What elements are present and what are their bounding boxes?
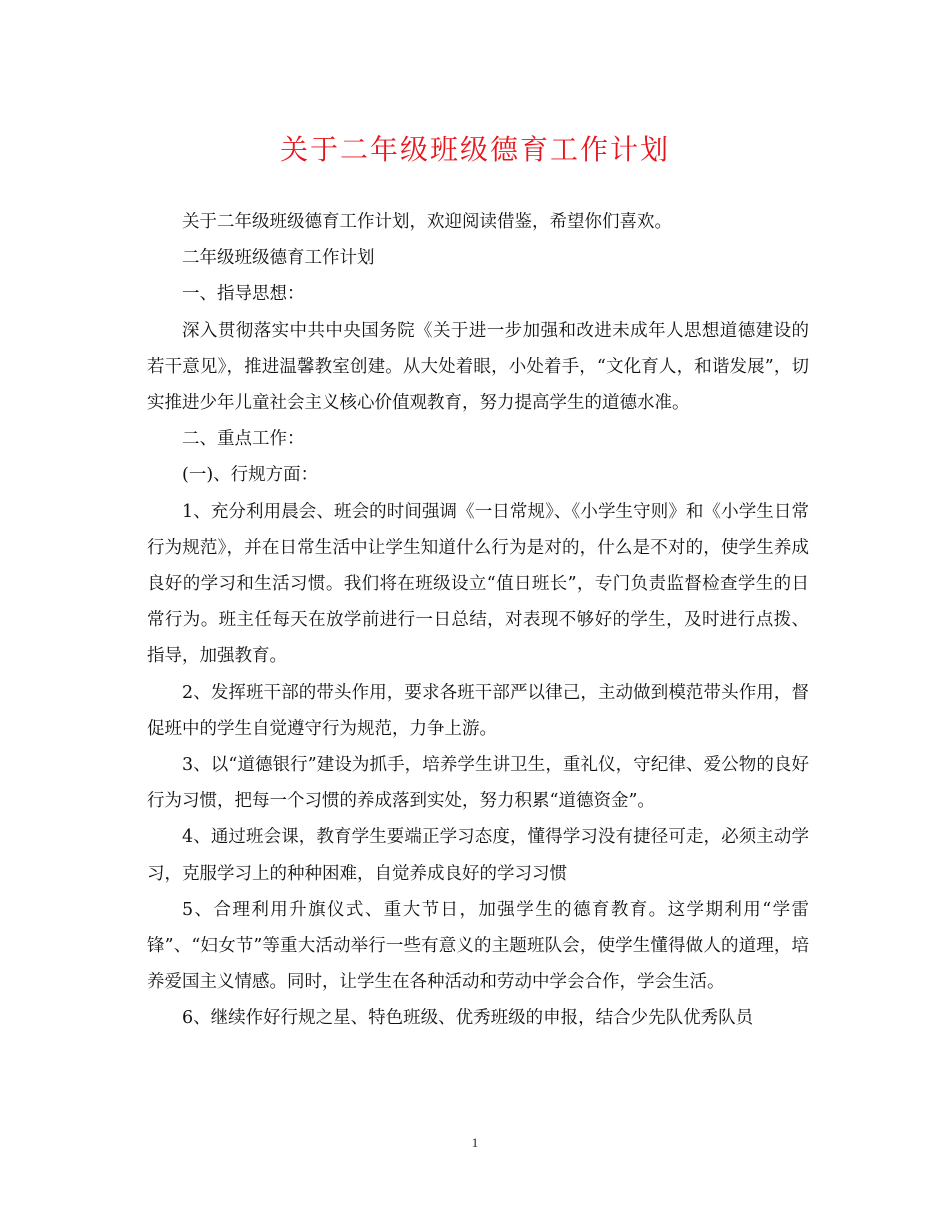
page-number: 1 (471, 1135, 479, 1150)
document-title: 关于二年级班级德育工作计划 (279, 133, 670, 166)
list-item: 5、合理利用升旗仪式、重大节日，加强学生的德育教育。这学期利用“学雷锋”、“妇女节”等重大活动举行一些有意义的主题班队会，使学生懂得做人的道理，培养爱国主义情感。同时，让学生在各种活动和劳动中学会合作，学会生活。 (147, 899, 809, 993)
paragraph: 二年级班级德育工作计划 (182, 248, 375, 269)
section-heading: 一、指导思想： (182, 284, 305, 305)
paragraph: 深入贯彻落实中共中央国务院《关于进一步加强和改进未成年人思想道德建设的若干意见》，推进温馨教室创建。从大处着眼，小处着手，“文化育人，和谐发展”，切实推进少年儿童社会主义核心价值观教育，努力提高学生的道德水准。 (147, 320, 809, 414)
list-item: 1、充分利用晨会、班会的时间强调《一日常规》、《小学生守则》和《小学生日常行为规范》，并在日常生活中让学生知道什么行为是对的，什么是不对的，使学生养成良好的学习和生活习惯。我们将在班级设立“值日班长”，专门负责监督检查学生的日常行为。班主任每天在放学前进行一日总结，对表现不够好的学生，及时进行点拨、指导，加强教育。 (147, 501, 809, 667)
section-heading: 二、重点工作： (182, 429, 305, 450)
list-item: 6、继续作好行规之星、特色班级、优秀班级的申报，结合少先队优秀队员 (182, 1008, 754, 1029)
list-item: 4、通过班会课，教育学生要端正学习态度，懂得学习没有捷径可走，必须主动学习，克服学习上的种种困难，自觉养成良好的学习习惯 (147, 827, 809, 884)
list-item: 2、发挥班干部的带头作用，要求各班干部严以律己，主动做到模范带头作用，督促班中的学生自觉遵守行为规范，力争上游。 (147, 682, 809, 739)
subsection-heading: (一)、行规方面： (182, 465, 319, 486)
document-body (147, 204, 809, 1037)
list-item: 3、以“道德银行”建设为抓手，培养学生讲卫生，重礼仪，守纪律、爱公物的良好行为习惯，把每一个习惯的养成落到实处，努力积累“道德资金”。 (147, 755, 809, 812)
paragraph: 关于二年级班级德育工作计划，欢迎阅读借鉴，希望你们喜欢。 (182, 212, 672, 232)
